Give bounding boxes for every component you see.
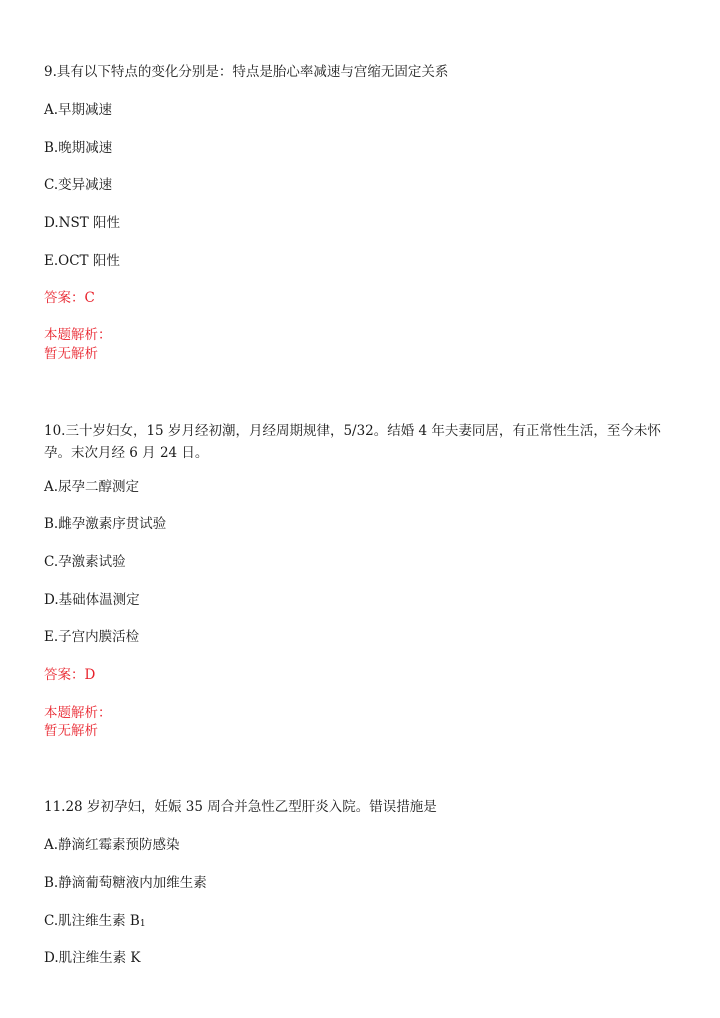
question-10-option-b: B.雌孕激素序贯试验 [44, 516, 167, 532]
question-9-stem: 9.具有以下特点的变化分别是：特点是胎心率减速与宫缩无固定关系 [44, 64, 449, 80]
question-10-answer: 答案：D [44, 667, 96, 683]
question-10-option-d: D.基础体温测定 [44, 592, 140, 608]
question-9-option-b: B.晚期减速 [44, 140, 113, 156]
question-11-stem: 11.28 岁初孕妇，妊娠 35 周合并急性乙型肝炎入院。错误措施是 [44, 799, 437, 815]
question-9-analysis-label: 本题解析： [44, 327, 112, 343]
question-9-option-d: D.NST 阳性 [44, 215, 120, 231]
question-11-option-d: D.肌注维生素 K [44, 950, 141, 966]
question-10-analysis-label: 本题解析： [44, 705, 112, 721]
question-9-analysis-text: 暂无解析 [44, 346, 98, 362]
question-11-option-a: A.静滴红霉素预防感染 [44, 837, 180, 853]
question-9-option-e: E.OCT 阳性 [44, 253, 120, 269]
question-10-stem: 10.三十岁妇女，15 岁月经初潮，月经周期规律，5/32。结婚 4 年夫妻同居，有正常性生活，至今未怀孕。末次月经 6 月 24 日。 [44, 423, 661, 461]
question-10-option-a: A.尿孕二醇测定 [44, 479, 140, 495]
question-9-option-c: C.变异减速 [44, 177, 113, 193]
question-9-answer: 答案：C [44, 290, 95, 306]
question-11-option-b: B.静滴葡萄糖液内加维生素 [44, 875, 207, 891]
question-10-option-e: E.子宫内膜活检 [44, 629, 140, 645]
question-9-option-a: A.早期减速 [44, 102, 113, 118]
question-11-option-c-subscript: 1 [139, 919, 146, 929]
question-10-option-c: C.孕激素试验 [44, 554, 126, 570]
question-11-option-c-text: C.肌注维生素 B [44, 913, 140, 929]
question-11-option-c [44, 911, 146, 933]
question-10-analysis-text: 暂无解析 [44, 723, 98, 739]
